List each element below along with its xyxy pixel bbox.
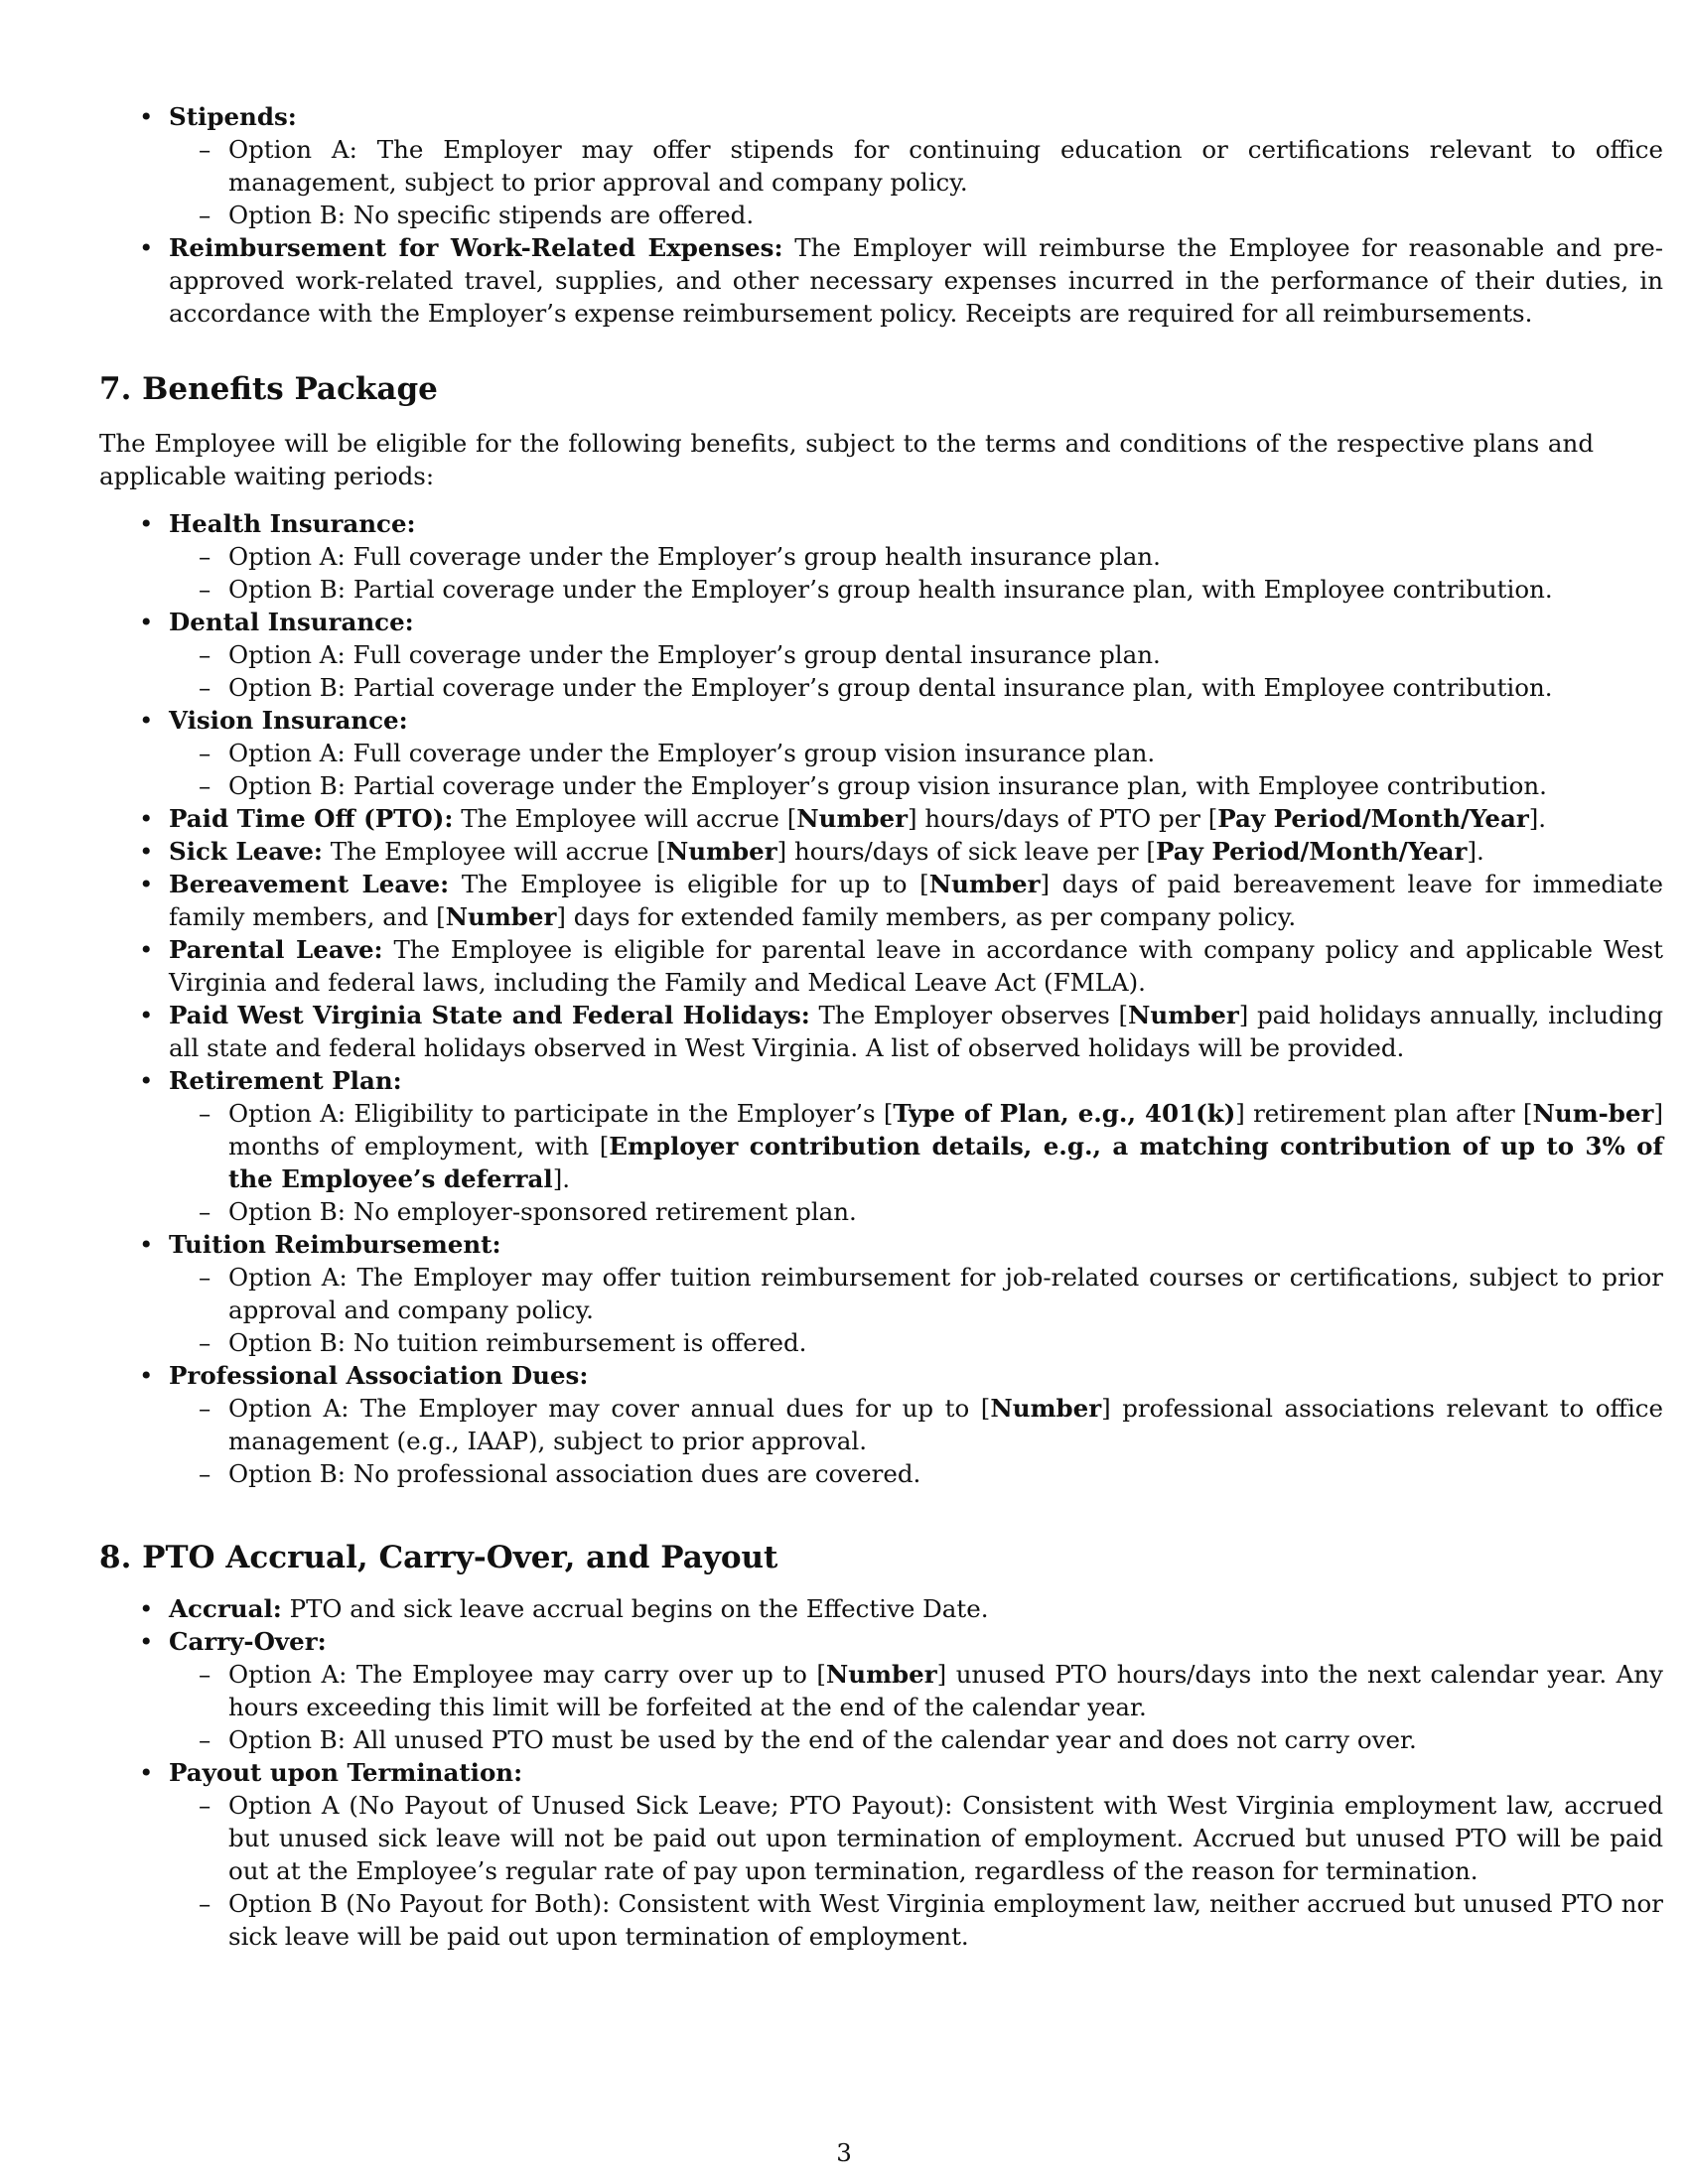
pto-accrual-list [99,1592,1663,1953]
sub-list [169,638,1663,704]
text-part: Option A: Eligibility to participate in the Employer’s [ [228,1099,894,1128]
text-part: ]. [1528,804,1547,833]
option-b: – Option B: Partial coverage under the Employer’s group health insurance plan, with Employee contribution. [228,573,1663,606]
placeholder-number: Num-ber [1532,1099,1654,1128]
item-label: Bereavement Leave: [169,870,450,898]
list-item-health-insurance [169,507,1663,606]
item-text: PTO and sick leave accrual begins on the Effective Date. [281,1594,989,1623]
placeholder-period: Pay Period/Month/Year [1217,804,1529,833]
placeholder-number: Number [1128,1001,1239,1029]
text-part: ] paid holidays annually, including all state and federal holidays observed in West Virginia. A list of observed holidays will be provided. [169,1001,1664,1062]
list-item-bereavement-leave [169,868,1663,933]
item-label: Dental Insurance: [169,608,414,636]
section-7-intro: The Employee will be eligible for the following benefits, subject to the terms and conditions of the respective plans and applicable waiting periods: [99,429,1594,490]
option-a [228,1658,1663,1723]
option-b: – Option B: No employer-sponsored retirement plan. [228,1195,1663,1228]
list-item-retirement-plan [169,1064,1663,1228]
sub-list [169,1789,1663,1953]
text-part: Option A: The Employer may cover annual dues for up to [ [228,1394,991,1423]
item-text: The Employee is eligible for parental leave in accordance with company policy and applicable West Virginia and federal laws, including the Family and Medical Leave Act (FMLA). [169,935,1663,997]
item-label: Professional Association Dues: [169,1361,589,1390]
sub-list [169,1261,1663,1359]
placeholder-number: Number [445,902,557,931]
option-b: – Option B: No professional association dues are covered. [228,1457,1663,1490]
option-b: – Option B: Partial coverage under the Employer’s group vision insurance plan, with Employee contribution. [228,769,1663,802]
text-part: ] months of employment, with [ [228,1099,1663,1160]
option-b: – Option B (No Payout for Both): Consistent with West Virginia employment law, neither accrued but unused PTO nor sick leave will be paid out upon termination of employment. [228,1887,1663,1953]
text-part: Option A: The Employee may carry over up to [ [228,1660,826,1689]
text-part: ] professional associations relevant to office management (e.g., IAAP), subject to prior approval. [228,1394,1663,1455]
benefits-list [99,507,1663,1490]
option-b: – Option B: Partial coverage under the Employer’s group dental insurance plan, with Employee contribution. [228,671,1663,704]
item-label: Payout upon Termination: [169,1758,523,1787]
item-text: The Employer will reimburse the Employee for reasonable and pre-approved work-related travel, supplies, and other necessary expenses incurred in the performance of their duties, in accordance with the Employer’s expense reimbursement policy. Receipts are required for all reimbursements. [169,233,1663,328]
item-label: Paid Time Off (PTO): [169,804,454,833]
list-item-carry-over [169,1625,1663,1756]
option-a: – Option A: The Employer may offer tuition reimbursement for job-related courses or certifications, subject to prior approval and company policy. [228,1261,1663,1326]
option-a: – Option A: Full coverage under the Employer’s group dental insurance plan. [228,638,1663,671]
option-b: – Option B: No specific stipends are offered. [228,199,1663,231]
option-a: – Option A: Full coverage under the Employer’s group health insurance plan. [228,540,1663,573]
sub-list [169,1392,1663,1490]
placeholder-number: Number [665,837,777,866]
item-label: Paid West Virginia State and Federal Holidays: [169,1001,810,1029]
item-label: Accrual: [169,1594,282,1623]
item-label: Stipends: [169,102,297,131]
list-item-reimbursement [169,231,1663,330]
option-a: – Option A: Full coverage under the Employer’s group vision insurance plan. [228,737,1663,769]
placeholder-number: Number [825,1660,937,1689]
text-part: ] days of paid bereavement leave for immediate family members, and [ [169,870,1663,931]
section-heading-7: 7. Benefits Package [99,371,438,407]
placeholder-number: Number [990,1394,1102,1423]
placeholder-plan-type: Type of Plan, e.g., 401(k) [893,1099,1236,1128]
list-item-tuition-reimbursement [169,1228,1663,1359]
list-item-accrual [169,1592,1663,1625]
option-a [228,1392,1663,1457]
list-item-stipends [169,100,1663,231]
list-item-association-dues [169,1359,1663,1490]
placeholder-contribution: Employer contribution details, e.g., a matching contribution of up to 3% of the Employee’s deferral [228,1132,1664,1193]
text-part: ]. [1467,837,1484,866]
text-part: ] unused PTO hours/days into the next calendar year. Any hours exceeding this limit will be forfeited at the end of the calendar year. [228,1660,1663,1721]
list-item-holidays [169,999,1663,1064]
option-b: – Option B: No tuition reimbursement is offered. [228,1326,1663,1359]
option-a: – Option A (No Payout of Unused Sick Leave; PTO Payout): Consistent with West Virginia employment law, accrued but unused sick leave will not be paid out upon termination of employment. Accrued but unused PTO will be paid out at the Employee’s regular rate of pay upon termination, regardless of the reason for termination. [228,1789,1663,1887]
item-label: Parental Leave: [169,935,383,964]
placeholder-period: Pay Period/Month/Year [1155,837,1468,866]
option-a [228,1097,1663,1195]
item-label: Reimbursement for Work-Related Expenses: [169,233,783,262]
text-part: The Employee will accrue [ [322,837,666,866]
placeholder-number: Number [796,804,909,833]
text-part: ] hours/days of sick leave per [ [776,837,1156,866]
item-label: Tuition Reimbursement: [169,1230,501,1259]
placeholder-number: Number [928,870,1041,898]
text-part: The Employer observes [ [809,1001,1129,1029]
item-label: Retirement Plan: [169,1066,402,1095]
text-part: The Employee will accrue [ [453,804,797,833]
item-label: Health Insurance: [169,509,416,538]
text-part: ] retirement plan after [ [1235,1099,1533,1128]
text-part: ] days for extended family members, as per company policy. [556,902,1297,931]
text-part: ]. [552,1164,571,1193]
sub-list [169,133,1663,231]
text-part: The Employee is eligible for up to [ [449,870,929,898]
sub-list [169,737,1663,802]
sub-list [169,1658,1663,1756]
option-b: – Option B: All unused PTO must be used by the end of the calendar year and does not carry over. [228,1723,1663,1756]
item-label: Carry-Over: [169,1627,327,1656]
list-item-pto [169,802,1663,835]
list-item-parental-leave [169,933,1663,999]
list-item-dental-insurance [169,606,1663,704]
sub-list [169,1097,1663,1228]
page-number: 3 [836,2138,852,2167]
item-label: Sick Leave: [169,837,323,866]
sub-list [169,540,1663,606]
text-part: ] hours/days of PTO per [ [908,804,1218,833]
list-item-payout-termination [169,1756,1663,1953]
stipends-reimbursement-list [99,100,1663,330]
list-item-sick-leave [169,835,1663,868]
document-page [99,0,1664,2184]
option-a: – Option A: The Employer may offer stipends for continuing education or certifications relevant to office management, subject to prior approval and company policy. [228,133,1663,199]
item-label: Vision Insurance: [169,706,408,735]
section-heading-8: 8. PTO Accrual, Carry-Over, and Payout [99,1540,778,1575]
list-item-vision-insurance [169,704,1663,802]
